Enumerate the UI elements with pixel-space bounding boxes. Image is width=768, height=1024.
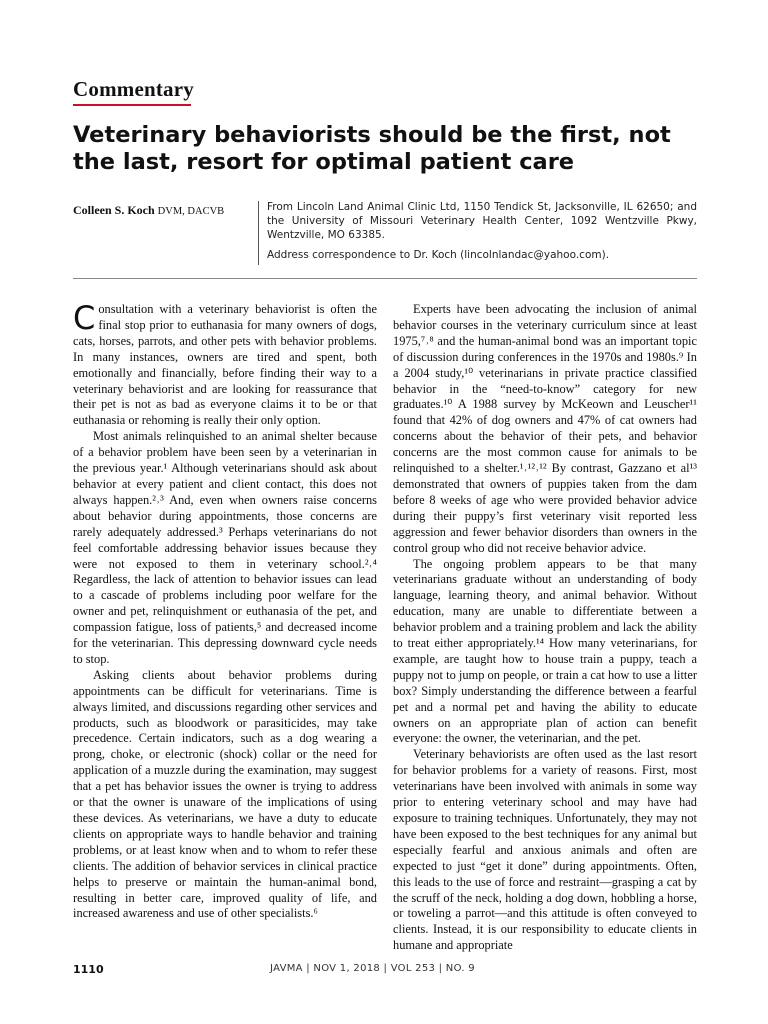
section-rule — [73, 104, 191, 106]
author-affiliation: From Lincoln Land Animal Clinic Ltd, 1150 Tendick St, Jacksonville, IL 62650; and the University of Missouri Veterinary Health Center, 1092 Wentzville Pkwy, Wentzville, MO 63385. — [267, 201, 697, 241]
paragraph: Experts have been advocating the inclusion of animal behavior courses in the veterinary curriculum since at least 1975,⁷˒⁸ and the human-animal bond was an important topic of discussion during conferences in the 1970s and 1980s.⁹ In a 2004 study,¹⁰ veterinarians in private practice classified behavior in the “need-to-know” category for new graduates.¹⁰ A 1988 survey by McKeown and Leuscher¹¹ found that 42% of dog owners and 47% of cat owners had concerns about the behavior of their pets, and behavior concerns are the most common cause for animals to be relinquished to a shelter.¹˒¹²˒¹² By contrast, Gazzano et al¹³ demonstrated that owners of puppies taken from the dam before 8 weeks of age who were provided behavior advice during their puppy’s first veterinary visit reported less aggression and fewer behavior disorders than owners in the control group who did not receive behavior advice. — [393, 302, 697, 555]
author-credentials: DVM, DACVB — [157, 206, 225, 217]
body-divider — [73, 278, 697, 279]
body-column-right — [393, 302, 697, 954]
drop-cap: C — [73, 299, 96, 337]
body-column-left — [73, 299, 377, 922]
paragraph: Most animals relinquished to an animal shelter because of a behavior problem have been seen by a veterinarian in the previous year.¹ Although veterinarians should ask about behavior at every patient and client contact, this does not always happen.²˒³ And, even when owners raise concerns about behavior during appointments, those concerns are rarely adequately addressed.³ Perhaps veterinarians do not feel comfortable addressing behavior issues because they were not exposed to them in veterinary school.²˒⁴ Regardless, the lack of attention to behavior issues can lead to a cascade of problems including poor welfare for the owner and pet, relinquishment or euthanasia of the pet, and compassion fatigue, loss of patients,⁵ and decreased income for the veterinarian. This depressing downward cycle needs to stop. — [73, 429, 377, 666]
article-title: Veterinary behaviorists should be the first, not the last, resort for optimal patient care — [73, 122, 671, 175]
affiliation-rule — [258, 201, 259, 265]
paragraph: Asking clients about behavior problems during appointments can be difficult for veterinarians. Time is always limited, and discussions regarding other services and products, such as bloodwork or parasiticides, may take precedence. Certain indicators, such as a dog wearing a prong, choke, or electronic (shock) collar or the need for application of a muzzle during the examination, may suggest that a pet has behavior issues the owner is trying to address or that the owner is unaware of the implications of using these devices. As veterinarians, we have a duty to educate clients on appropriate ways to handle behavior and training problems, or at least know when and to whom to refer these clients. The addition of behavior services in clinical practice helps to preserve or maintain the human-animal bond, resulting in better care, improved quality of life, and increased awareness and use of other specialists.⁶ — [73, 667, 377, 921]
paragraph: The ongoing problem appears to be that many veterinarians graduate without an understanding of body language, learning theory, and animal behavior. Without education, many are unable to differentiate between a behavior problem and a training problem and lack the ability to treat either appropriately.¹⁴ How many veterinarians, for example, are taught how to house train a puppy, teach a puppy not to jump on people, or train a cat how to use a litter box? Simply understanding the difference between a fearful pet and a normal pet and having the ability to educate owners on an appropriate plan of action can benefit everyone: the owner, the veterinarian, and the pet. — [393, 556, 697, 746]
correspondence-line: Address correspondence to Dr. Koch (lincolnlandac@yahoo.com). — [267, 249, 610, 261]
page-number: 1110 — [73, 963, 104, 976]
author-block — [73, 203, 224, 218]
paragraph — [73, 299, 377, 429]
author-name: Colleen S. Koch — [73, 203, 155, 217]
journal-citation: JAVMA | NOV 1, 2018 | VOL 253 | NO. 9 — [270, 963, 475, 974]
section-label: Commentary — [73, 77, 194, 101]
paragraph-text: onsultation with a veterinary behaviorist is often the final stop prior to euthanasia for many owners of dogs, cats, horses, parrots, and other pets with behavior problems. In many instances, owners are tired and spent, both emotionally and financially, before finding their way to a veterinary behaviorist and are looking for reassurance that their pet is not as bad as everyone claims it to be or that euthanasia or rehoming is really their only option. — [73, 302, 377, 428]
paragraph: Veterinary behaviorists are often used as the last resort for behavior problems for a variety of reasons. First, most veterinarians have been involved with animals in some way prior to entering veterinary school and may have had exposure to training techniques. Unfortunately, they may not have been exposed to the best techniques for any animal but especially fearful and anxious animals and often are expected to just “get it done” during appointments. Often, this leads to the use of force and restraint—grasping a cat by the scruff of the neck, holding a dog down, hobbling a horse, or toweling a parrot—and this attitude is often conveyed to clients. Instead, it is our responsibility to educate clients in humane and appropriate — [393, 747, 697, 953]
